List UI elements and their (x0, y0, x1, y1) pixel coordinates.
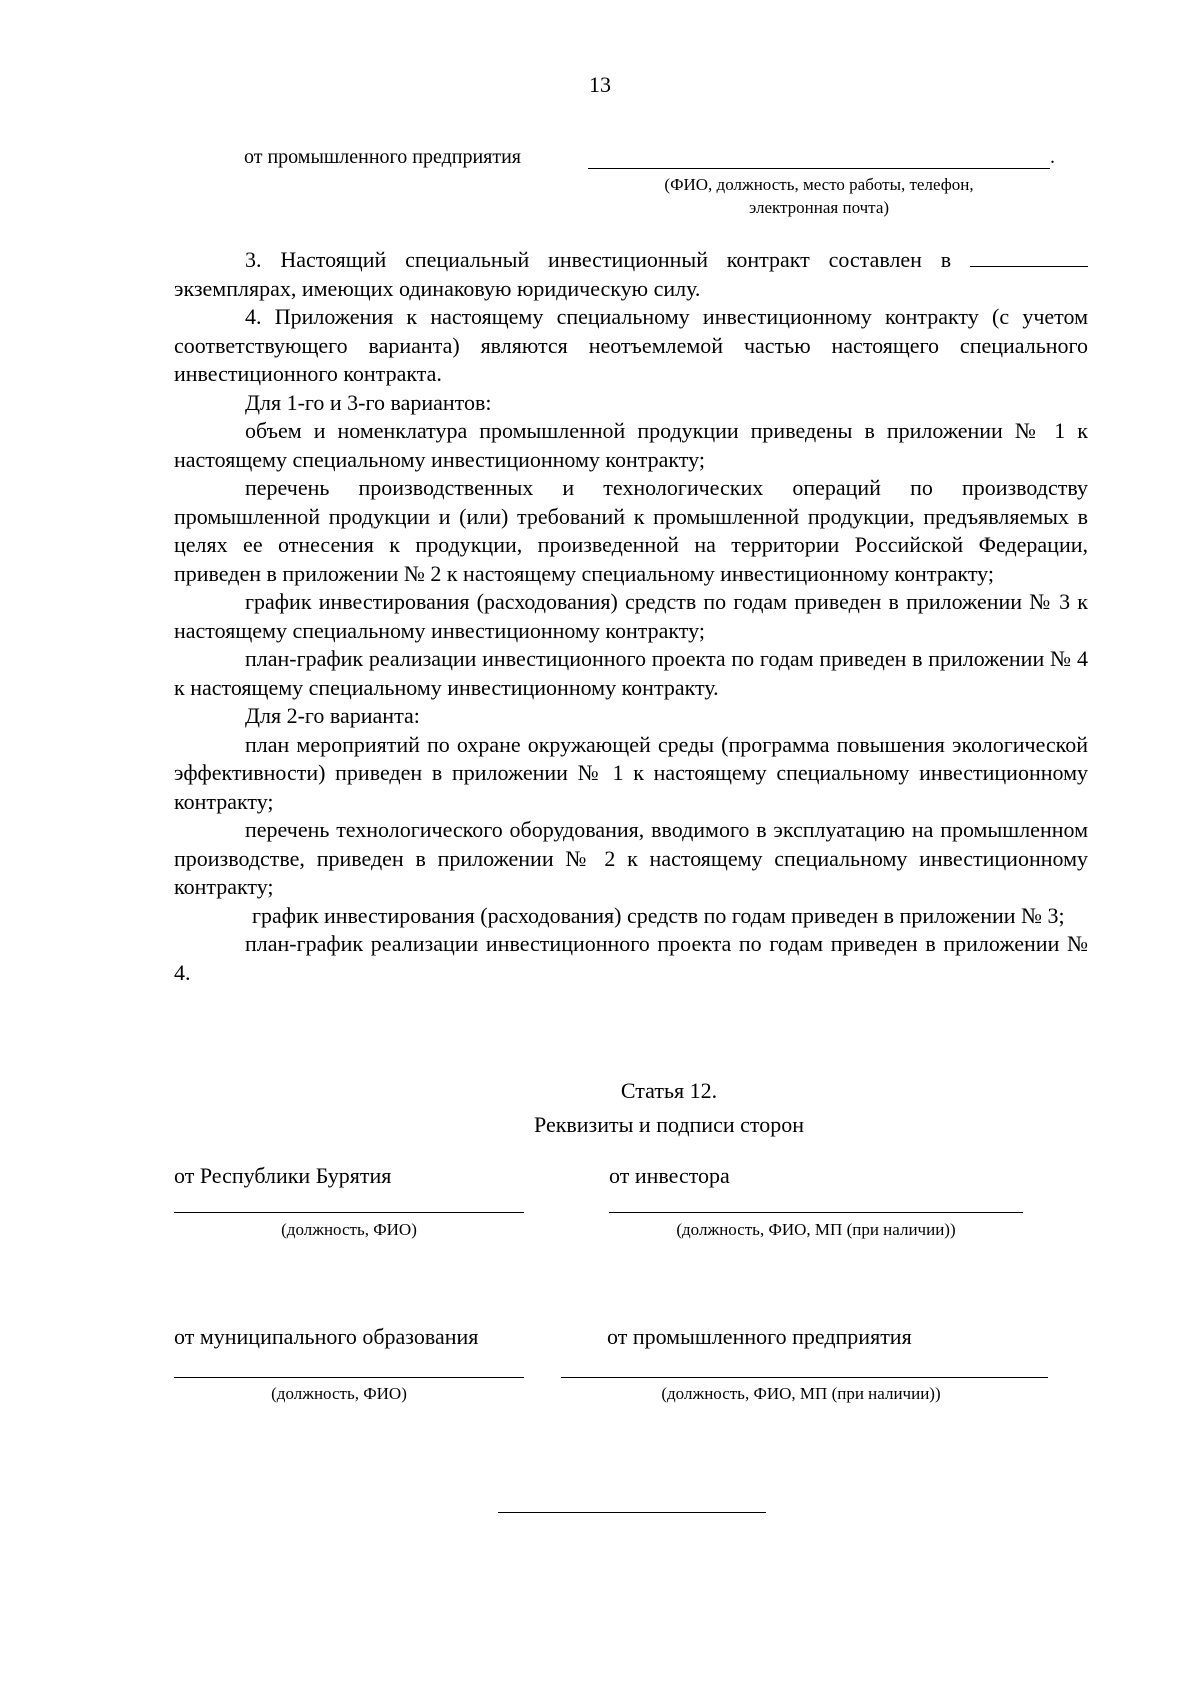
variant-1-3-item-1: объем и номенклатура промышленной продукции приведены в приложении № 1 к настоящему специальному инвестиционному контракту; (174, 418, 1088, 472)
page-number: 13 (589, 72, 611, 97)
signature-investor-caption: (должность, ФИО, МП (при наличии)) (676, 1220, 956, 1239)
signature-enterprise-label: от промышленного предприятия (607, 1324, 912, 1349)
variant-2-item-4: план-график реализации инвестиционного проекта по годам приведен в приложении № 4. (174, 931, 1088, 985)
signature-enterprise-line (561, 1377, 1048, 1378)
signature-investor-label: от инвестора (609, 1163, 730, 1188)
variant-2-heading: Для 2-го варианта: (245, 703, 420, 728)
enterprise-contact-end-mark: . (1050, 146, 1055, 168)
enterprise-contact-caption (588, 173, 1050, 219)
enterprise-contact-caption-line2: электронная почта) (748, 198, 890, 217)
variant-2-item-1: план мероприятий по охране окружающей среды (программа повышения экологической эффективности) приведен в приложении № 1 к настоящему специальному инвестиционному контракту; (174, 731, 1088, 814)
end-separator-line (498, 1512, 766, 1513)
signature-municipal-line (174, 1377, 524, 1378)
variant-2-item-3: график инвестирования (расходования) средств по годам приведен в приложении № 3; (252, 902, 1065, 928)
signature-republic-caption: (должность, ФИО) (281, 1220, 417, 1239)
document-body (174, 246, 1088, 987)
copies-count-blank (970, 246, 1088, 267)
paragraph-3-text: 3. Настоящий специальный инвестиционный контракт составлен в (245, 247, 970, 272)
variant-1-3-heading: Для 1-го и 3-го вариантов: (245, 389, 492, 415)
article-number: Статья 12. (620, 1078, 718, 1103)
enterprise-contact-blank-line (588, 168, 1050, 169)
paragraph-3 (174, 246, 1088, 303)
enterprise-contact-caption-line1: (ФИО, должность, место работы, телефон, (664, 175, 974, 194)
signature-republic-label: от Республики Бурятия (174, 1163, 392, 1188)
article-heading (0, 1074, 1200, 1142)
signature-republic-line (174, 1212, 524, 1213)
paragraph-3-text-end: экземплярах, имеющих одинаковую юридическую силу. (174, 275, 701, 301)
signature-municipal-label: от муниципального образования (174, 1324, 479, 1349)
signature-investor-line (609, 1212, 1023, 1213)
signature-enterprise-caption: (должность, ФИО, МП (при наличии)) (661, 1384, 941, 1403)
variant-1-3-item-2: перечень производственных и технологических операций по производству промышленной продукции и (или) требований к промышленной продукции, предъявляемых в целях ее отнесения к продукции, произведенной на территории Российской Федерации, приведен в приложении № 2 к настоящему специальному инвестиционному контракту; (174, 475, 1088, 586)
enterprise-contact-label: от промышленного предприятия (244, 146, 522, 168)
variant-2-item-2: перечень технологического оборудования, вводимого в эксплуатацию на промышленном производстве, приведен в приложении № 2 к настоящему специальному инвестиционному контракту; (174, 817, 1088, 899)
variant-1-3-item-4: план-график реализации инвестиционного проекта по годам приведен в приложении № 4 к настоящему специальному инвестиционному контракту. (174, 646, 1088, 700)
signature-municipal-caption: (должность, ФИО) (271, 1384, 407, 1403)
variant-1-3-item-3: график инвестирования (расходования) средств по годам приведен в приложении № 3 к настоящему специальному инвестиционному контракту; (174, 589, 1088, 643)
article-title: Реквизиты и подписи сторон (534, 1112, 804, 1137)
paragraph-4: 4. Приложения к настоящему специальному инвестиционному контракту (с учетом соответствующего варианта) являются неотъемлемой частью настоящего специального инвестиционного контракта. (174, 304, 1088, 386)
